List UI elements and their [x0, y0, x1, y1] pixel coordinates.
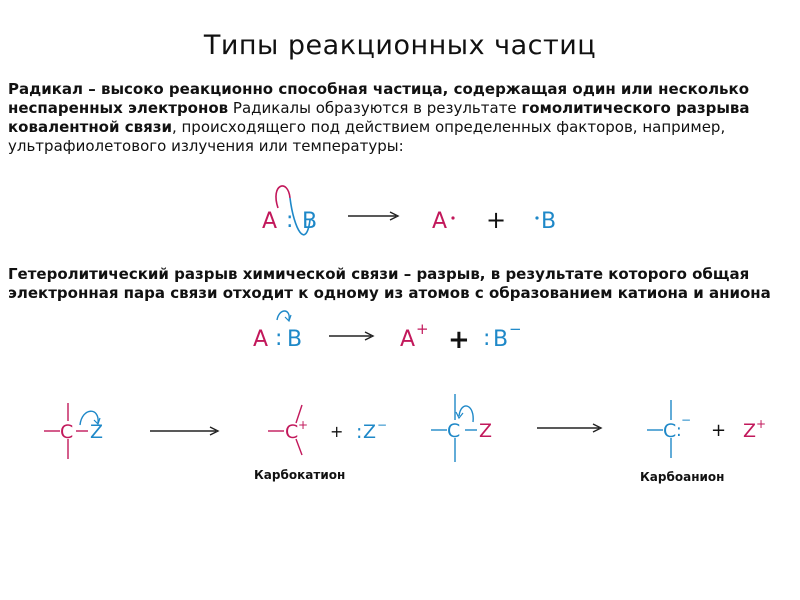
carbanion-caption: Карбоанион: [640, 470, 725, 484]
atom-a: A: [262, 209, 278, 234]
het-bond-colon: :: [275, 326, 283, 351]
het-plus-sign: +: [448, 325, 470, 355]
homolytic-scheme: [250, 180, 570, 255]
z-atom-2: Z: [479, 420, 493, 442]
slide-title: Типы реакционных частиц: [203, 30, 597, 61]
carbon-atom-2: C: [447, 420, 461, 442]
radical-a-electron: [451, 216, 454, 219]
het-atom-b: B: [287, 327, 303, 352]
homolytic-term: гомолитического разрыва: [521, 99, 750, 117]
radical-line-2: [8, 99, 798, 118]
carbon-atom: C: [60, 421, 74, 443]
radical-text-3: , происходящего под действием определенных факторов, например,: [171, 118, 726, 136]
anion-charge: −: [509, 320, 522, 338]
unpaired-electrons: неспаренных электронов: [8, 99, 229, 117]
radical-line-4: [8, 137, 798, 156]
radical-b: B: [541, 209, 557, 234]
carbocation-c-charge: +: [298, 418, 309, 432]
carbocation-scheme: [30, 395, 390, 475]
radical-definition: [8, 80, 798, 156]
carbanion-scheme: [425, 390, 795, 470]
z-anion-charge: −: [377, 418, 388, 432]
atom-b: B: [302, 209, 318, 234]
z-atom: Z: [90, 421, 104, 443]
cation-charge: +: [416, 320, 429, 338]
radical-text-4: ультрафиолетового излучения или температуры:: [8, 137, 404, 155]
radical-line-3: [8, 118, 798, 137]
plus-sign: +: [486, 206, 507, 234]
carbanion-c: C: [663, 420, 677, 442]
radical-text-2: Радикалы образуются в результате: [228, 99, 522, 117]
heterolytic-scheme: [245, 310, 545, 360]
carbanion-curved-arrow: [459, 406, 473, 422]
carbanion-plus: +: [711, 420, 727, 441]
heterolytic-line-1: Гетеролитический разрыв химической связи – разрыв, в результате которого общая: [8, 265, 750, 283]
carbanion-c-charge: −: [681, 413, 692, 427]
het-atom-a: A: [253, 327, 269, 352]
radical-term: Радикал – высоко реакционно способная частица, содержащая один или несколько: [8, 80, 750, 98]
curved-arrow-to-a: [276, 186, 290, 208]
z-anion-colon: :: [356, 421, 363, 443]
z-anion: Z: [363, 421, 377, 443]
z-cation-charge: +: [756, 417, 767, 431]
carbocation-plus: +: [330, 422, 344, 441]
bond-colon: :: [286, 208, 294, 233]
radical-b-electron: [535, 216, 538, 219]
heterolytic-definition: [8, 265, 800, 303]
z-cation: Z: [743, 420, 757, 442]
electron-pair-arrow-head: [285, 315, 291, 321]
covalent-bond-term: ковалентной связи: [8, 118, 172, 136]
cation-a: A: [400, 327, 416, 352]
carbanion-c-colon: :: [676, 421, 682, 441]
anion-colon: :: [483, 326, 491, 351]
carbocation-caption: Карбокатион: [254, 468, 346, 482]
carbocation-c: C: [285, 421, 299, 443]
anion-b: B: [493, 327, 509, 352]
radical-a: A: [432, 209, 448, 234]
heterolytic-line-2: электронная пара связи отходит к одному из атомов с образованием катиона и аниона: [8, 284, 771, 302]
radical-line-1: [8, 80, 798, 99]
